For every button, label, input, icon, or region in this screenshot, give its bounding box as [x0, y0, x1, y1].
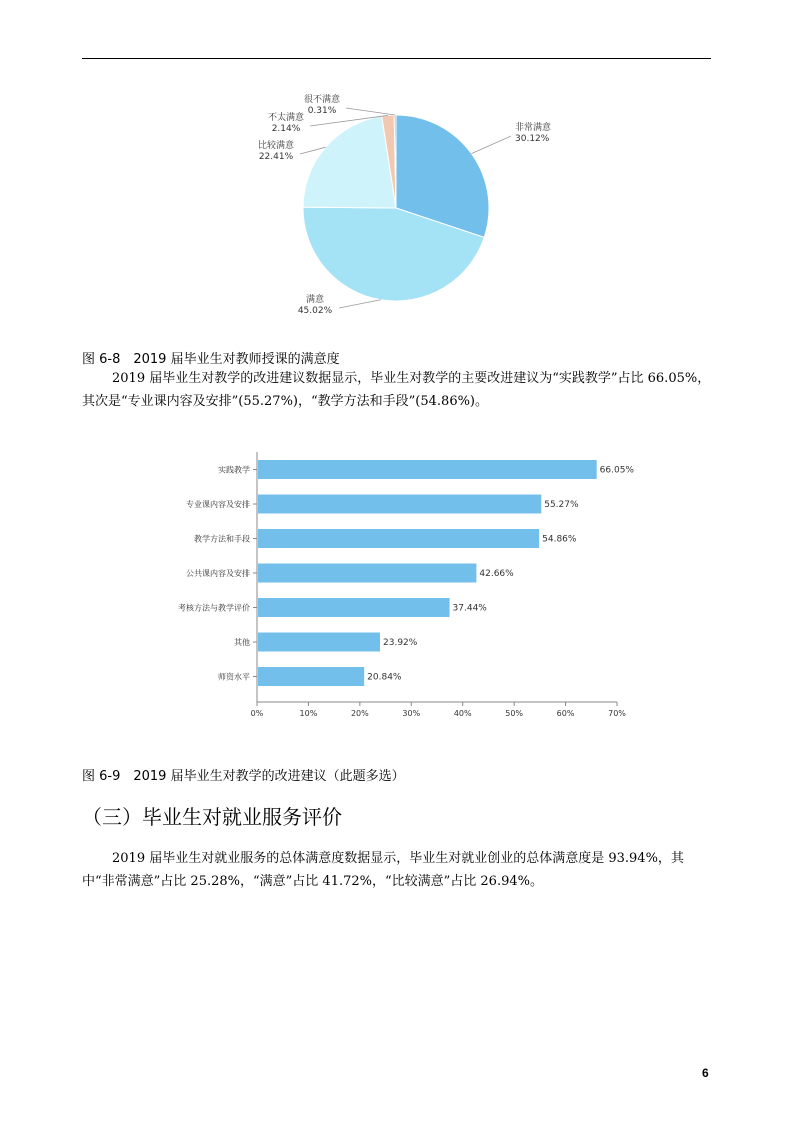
- x-tick-label: 60%: [556, 709, 575, 718]
- figure-caption-6-8: 图 6-8 2019 届毕业生对教师授课的满意度: [82, 352, 340, 367]
- figure-caption-6-9: 图 6-9 2019 届毕业生对教学的改进建议（此题多选）: [82, 769, 405, 784]
- improvement-bar-chart: [160, 452, 640, 724]
- category-label: 实践教学: [218, 465, 250, 475]
- satisfaction-pie-chart: [230, 90, 552, 330]
- bar-value-label: 42.66%: [479, 569, 514, 579]
- category-label: 专业课内容及安排: [186, 500, 250, 509]
- bar-value-label: 23.92%: [383, 638, 418, 648]
- pie-slice-value: 30.12%: [515, 134, 550, 144]
- pie-slice-label: 不太满意: [267, 113, 305, 123]
- x-tick-label: 0%: [250, 709, 264, 718]
- category-label: 师资水平: [218, 672, 250, 682]
- bar: [258, 598, 450, 617]
- header-rule: [82, 58, 711, 59]
- bar: [258, 564, 476, 583]
- pie-slice-label: 非常满意: [515, 123, 552, 133]
- bar: [258, 460, 597, 479]
- x-tick-label: 20%: [350, 709, 369, 718]
- bar-value-label: 66.05%: [599, 465, 635, 476]
- bar: [258, 529, 539, 548]
- x-tick-label: 10%: [299, 709, 318, 718]
- bar-value-label: 37.44%: [452, 603, 487, 614]
- category-label: 考核方法与教学评价: [178, 603, 250, 613]
- paragraph-employment-service: 2019 届毕业生对就业服务的总体满意度数据显示，毕业生对就业创业的总体满意度是 93.94%，其中“非常满意”占比 25.28%，“满意”占比 41.72%，“比较满意”占比 26.94%。: [82, 851, 684, 889]
- category-label: 公共课内容及安排: [186, 569, 250, 578]
- pie-slice-value: 0.31%: [307, 106, 337, 116]
- bar-value-label: 20.84%: [367, 672, 402, 683]
- x-tick-label: 50%: [505, 709, 524, 718]
- bar: [258, 633, 380, 652]
- bar: [258, 495, 541, 514]
- pie-leader-line: [346, 108, 395, 115]
- category-label: 其他: [234, 638, 250, 647]
- bar-value-label: 55.27%: [544, 500, 579, 510]
- paragraph-improvement-intro: 2019 届毕业生对教学的改进建议数据显示，毕业生对教学的主要改进建议为“实践教学”占比 66.05%，其次是“专业课内容及安排”(55.27%)，“教学方法和手段”(54.86%)。: [82, 371, 711, 409]
- section-heading: （三）毕业生对就业服务评价: [82, 805, 342, 829]
- x-tick-label: 40%: [453, 709, 472, 718]
- bar-chart-svg: [160, 452, 640, 724]
- pie-leader-line: [339, 300, 381, 308]
- bar-value-label: 54.86%: [542, 534, 577, 545]
- x-tick-label: 70%: [608, 709, 626, 718]
- pie-slice-value: 2.14%: [271, 124, 301, 134]
- pie-chart-svg: [230, 90, 552, 330]
- bar: [258, 667, 364, 686]
- pie-leader-line: [471, 136, 511, 154]
- pie-slice-label: 很不满意: [303, 95, 341, 105]
- pie-slice-label: 满意: [305, 295, 325, 305]
- category-label: 教学方法和手段: [194, 534, 250, 544]
- x-tick-label: 30%: [402, 709, 421, 718]
- pie-slice-value: 22.41%: [258, 152, 294, 162]
- pie-slice-value: 45.02%: [297, 306, 333, 316]
- page-number: 6: [702, 1066, 709, 1080]
- pie-slice-label: 比较满意: [257, 141, 295, 151]
- pie-slice: [303, 116, 396, 208]
